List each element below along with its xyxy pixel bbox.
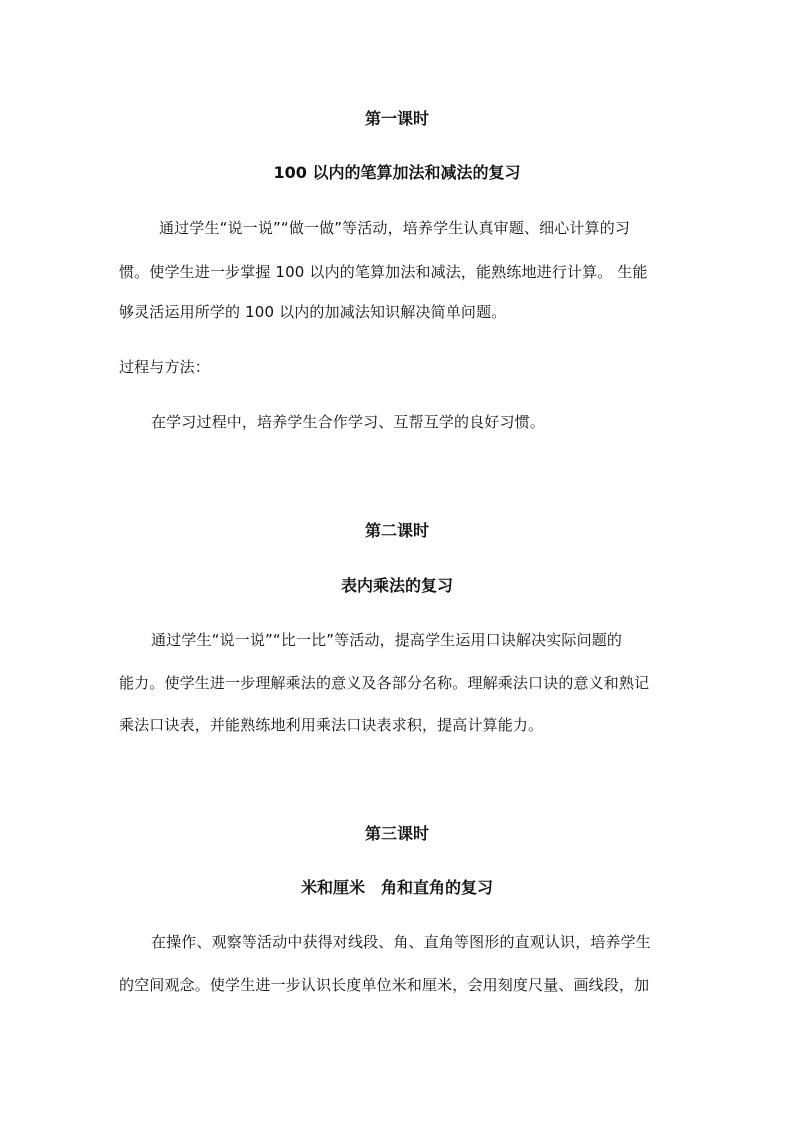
section-3-line-1: 在操作、观察等活动中获得对线段、角、直角等图形的直观认识，培养学生 xyxy=(151,933,651,951)
section-1-line-3: 够灵活运用所学的 100 以内的加减法知识解决简单问题。 xyxy=(119,303,507,321)
section-1-line-1: 通过学生“说一说”“做一做”等活动，培养学生认真审题、细心计算的习 xyxy=(159,219,631,237)
section-2-line-3: 乘法口诀表，并能熟练地利用乘法口诀表求积，提高计算能力。 xyxy=(119,716,544,734)
section-2-line-2: 能力。使学生进一步理解乘法的意义及各部分名称。理解乘法口诀的意义和熟记 xyxy=(119,674,650,692)
section-3-heading: 第三课时 xyxy=(364,824,429,843)
section-1-heading: 第一课时 xyxy=(364,109,429,128)
section-2-subtitle: 表内乘法的复习 xyxy=(340,576,453,595)
section-1-line-2: 惯。使学生进一步掌握 100 以内的笔算加法和减法，能熟练地进行计算。 生能 xyxy=(119,263,648,281)
section-3-line-2: 的空间观念。使学生进一步认识长度单位米和厘米，会用刻度尺量、画线段，加 xyxy=(119,976,650,994)
section-1-line-5: 在学习过程中，培养学生合作学习、互帮互学的良好习惯。 xyxy=(151,413,545,431)
section-2-heading: 第二课时 xyxy=(364,521,429,540)
section-1-line-4: 过程与方法： xyxy=(119,358,210,376)
section-2-line-1: 通过学生“说一说”“比一比”等活动，提高学生运用口诀解决实际问题的 xyxy=(151,631,623,649)
section-1-subtitle: 100 以内的笔算加法和减法的复习 xyxy=(273,163,521,182)
section-3-subtitle: 米和厘米 角和直角的复习 xyxy=(300,878,493,897)
